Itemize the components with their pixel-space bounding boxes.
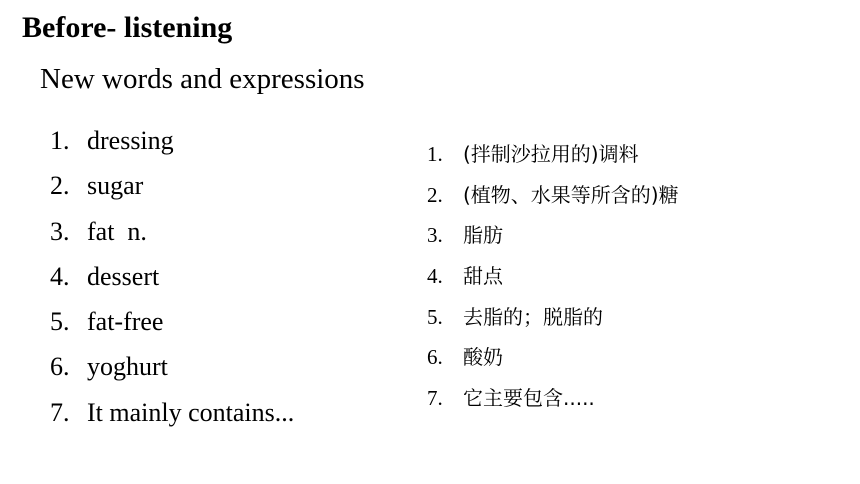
chinese-meaning-list: [427, 135, 679, 420]
item-number: 2.: [427, 182, 443, 207]
list-item: [50, 256, 294, 301]
english-word: fat n.: [87, 216, 147, 246]
chinese-meaning: (植物、水果等所含的)糖: [463, 182, 679, 207]
english-word: It mainly contains...: [87, 397, 295, 427]
list-item: [50, 346, 294, 391]
page-title: Before- listening: [22, 11, 233, 44]
list-item: [50, 392, 294, 437]
list-item: [50, 211, 294, 256]
item-number: 1.: [50, 126, 70, 155]
item-number: 3.: [50, 216, 70, 246]
item-number: 7.: [50, 397, 70, 427]
item-number: 7.: [427, 386, 443, 411]
english-word: sugar: [87, 171, 144, 201]
list-item: [427, 298, 679, 339]
list-item: [427, 379, 679, 420]
english-word: yoghurt: [87, 352, 168, 382]
item-number: 5.: [427, 304, 443, 329]
list-item: [427, 257, 679, 298]
chinese-meaning: 酸奶: [463, 345, 503, 370]
item-number: 2.: [50, 171, 70, 201]
english-word-list: [50, 120, 294, 437]
chinese-meaning: (拌制沙拉用的)调料: [463, 142, 639, 166]
list-item: [427, 176, 679, 217]
list-item: [50, 165, 294, 210]
item-number: 4.: [427, 264, 443, 289]
chinese-meaning: 它主要包含.....: [463, 386, 595, 411]
item-number: 6.: [50, 352, 70, 382]
chinese-meaning: 脂肪: [463, 223, 503, 248]
list-item: [50, 120, 294, 165]
list-item: [50, 301, 294, 346]
list-item: [427, 338, 679, 379]
list-item: [427, 135, 679, 176]
item-number: 6.: [427, 345, 443, 370]
item-number: 3.: [427, 223, 443, 248]
english-word: dressing: [87, 126, 174, 155]
english-word: fat-free: [87, 307, 164, 337]
item-number: 4.: [50, 261, 70, 291]
english-word: dessert: [87, 261, 160, 291]
chinese-meaning: 去脂的；脱脂的: [463, 304, 603, 329]
section-subtitle: New words and expressions: [40, 63, 365, 95]
list-item: [427, 216, 679, 257]
item-number: 1.: [427, 142, 443, 166]
chinese-meaning: 甜点: [463, 264, 503, 289]
item-number: 5.: [50, 307, 70, 337]
